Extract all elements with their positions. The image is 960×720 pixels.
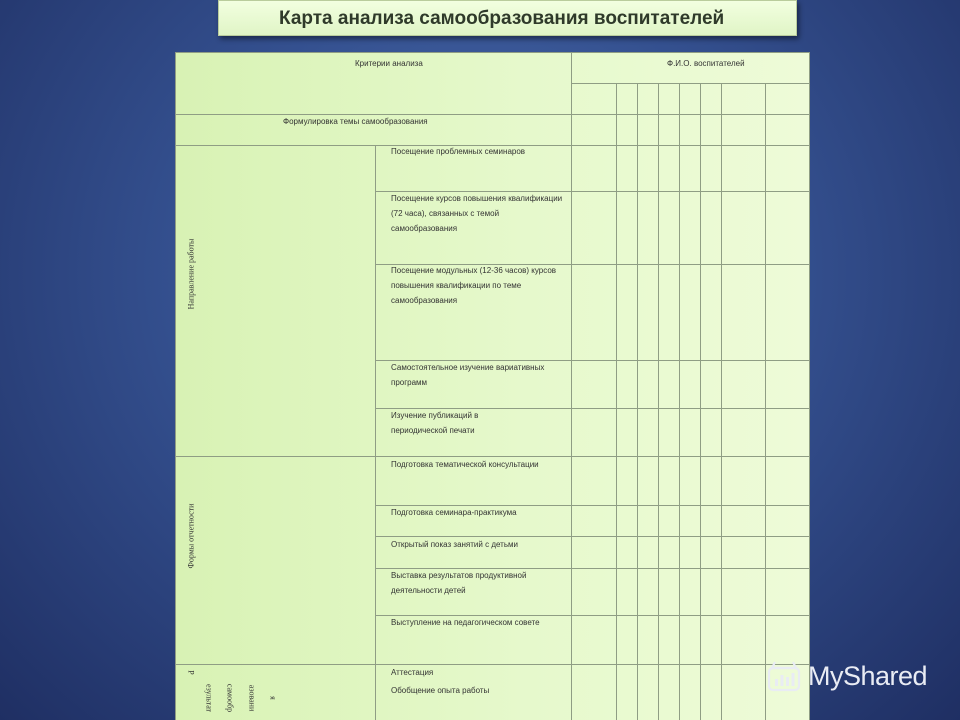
criterion-item: Обобщение опыта работы [391,686,490,695]
criterion-item: Посещение модульных (12-36 часов) курсов повышения квалификации по теме самообразования [391,266,557,305]
group-label-directions: Направление работы [186,238,196,310]
group-label-results-fragment: самообр [225,683,235,713]
title-box [218,0,797,36]
topic-row-label: Формулировка темы самообразования [283,117,428,126]
criterion-item: Изучение публикаций в периодической печати [391,411,479,435]
criterion-item: Посещение курсов повышения квалификации (72 часа), связанных с темой самообразования [391,194,563,233]
group-label-results-fragment: езультат [204,683,214,713]
watermark-text: MyShared [808,660,928,691]
myshared-logo-icon [766,659,802,693]
analysis-table [175,52,810,720]
group-label-results-fragment: азовани [247,684,257,712]
names-header: Ф.И.О. воспитателей [667,59,745,68]
criterion-item: Подготовка семинара-практикума [391,508,517,517]
criterion-item: Самостоятельное изучение вариативных программ [391,363,545,387]
criterion-item: Аттестация [391,668,434,677]
watermark [766,656,927,696]
page-title: Карта анализа самообразования воспитателей [279,8,725,29]
criterion-item: Выставка результатов продуктивной деятельности детей [391,571,527,595]
group-label-results-fragment: я [268,696,278,700]
criteria-header: Критерии анализа [355,59,423,68]
criterion-item: Выступление на педагогическом совете [391,618,540,627]
criterion-item: Подготовка тематической консультации [391,460,539,469]
group-label-reporting: Формы отчетности [186,503,196,569]
criterion-item: Посещение проблемных семинаров [391,147,526,156]
group-label-results-fragment: Р [186,670,196,675]
criterion-item: Открытый показ занятий с детьми [391,540,518,549]
